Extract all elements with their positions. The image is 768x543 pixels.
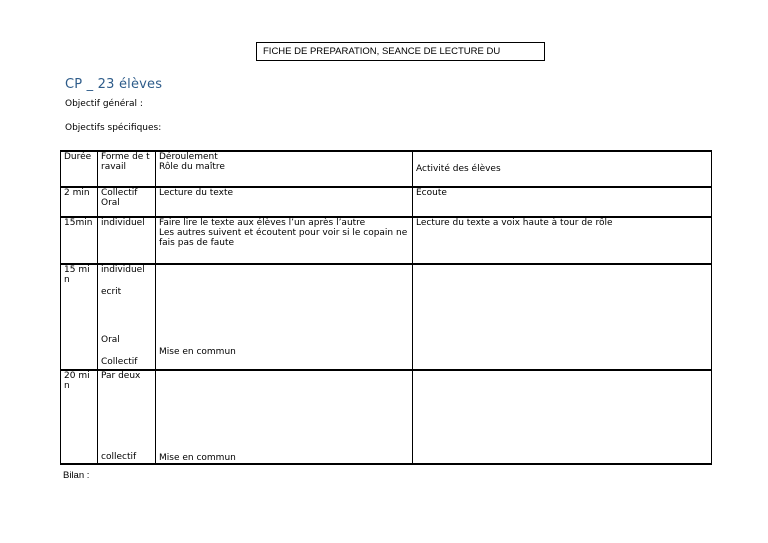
objectif-general-label: Objectif général : xyxy=(65,99,143,109)
row-4-duree: 20 min xyxy=(61,370,98,464)
row-4-activite xyxy=(413,370,712,464)
row-4-deroulement: Mise en commun xyxy=(156,370,413,464)
header-deroulement-line2: Rôle du maître xyxy=(159,162,225,172)
row-1-forme xyxy=(98,187,156,217)
bilan-label: Bilan : xyxy=(63,470,90,481)
row-2-deroulement-line: Faire lire le texte aux élèves l’un après l’autre xyxy=(159,218,366,228)
table-header-row xyxy=(61,151,712,187)
row-2-duree: 15min xyxy=(61,217,98,264)
table-row xyxy=(61,187,712,217)
class-heading: CP _ 23 élèves xyxy=(65,77,163,92)
row-1-forme-line: Collectif xyxy=(101,188,138,198)
header-duree: Durée xyxy=(61,151,98,187)
header-activite: Activité des élèves xyxy=(413,151,712,187)
row-1-forme-line: Oral xyxy=(101,198,120,208)
row-4-forme-line: collectif xyxy=(101,452,137,462)
row-2-forme: individuel xyxy=(98,217,156,264)
document-title: FICHE DE PREPARATION, SEANCE DE LECTURE DU xyxy=(256,42,545,61)
row-1-activite: Ecoute xyxy=(413,187,712,217)
row-2-deroulement-line: Les autres suivent et écoutent pour voir si le copain ne fais pas de faute xyxy=(159,228,408,248)
row-4-forme-line: Par deux xyxy=(101,371,141,381)
row-1-deroulement: Lecture du texte xyxy=(156,187,413,217)
row-3-forme-line: Oral xyxy=(101,335,120,345)
objectifs-specifiques-label: Objectifs spécifiques: xyxy=(65,123,162,133)
row-2-activite: Lecture du texte a voix haute à tour de rôle xyxy=(413,217,712,264)
header-deroulement xyxy=(156,151,413,187)
row-3-forme xyxy=(98,264,156,370)
header-forme: Forme de travail xyxy=(98,151,156,187)
table-row xyxy=(61,370,712,464)
row-2-deroulement xyxy=(156,217,413,264)
row-4-forme xyxy=(98,370,156,464)
row-3-activite xyxy=(413,264,712,370)
row-1-duree: 2 min xyxy=(61,187,98,217)
row-3-forme-line: Collectif xyxy=(101,357,138,367)
header-deroulement-line1: Déroulement xyxy=(159,152,218,162)
row-3-forme-line: ecrit xyxy=(101,287,122,297)
row-3-forme-line: individuel xyxy=(101,265,145,275)
table-row xyxy=(61,264,712,370)
table-row xyxy=(61,217,712,264)
row-3-deroulement: Mise en commun xyxy=(156,264,413,370)
row-3-duree: 15 min xyxy=(61,264,98,370)
preparation-table xyxy=(60,150,712,465)
